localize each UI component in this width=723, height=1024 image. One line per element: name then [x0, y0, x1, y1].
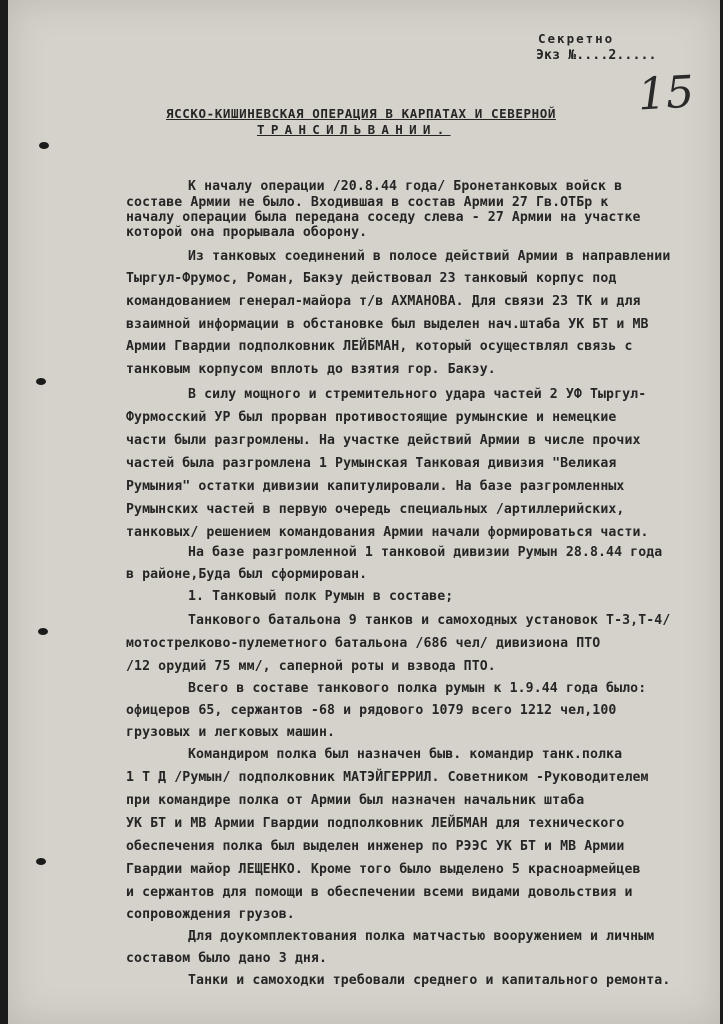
- body-line: началу операции была передана соседу слева - 27 Армии на участке: [126, 210, 641, 225]
- body-line: Танки и самоходки требовали среднего и капитального ремонта.: [188, 973, 671, 988]
- body-line: части были разгромлены. На участке действий Армии в числе прочих: [126, 433, 641, 448]
- punch-hole: [36, 858, 46, 865]
- body-line: Из танковых соединений в полосе действий Армии в направлении: [188, 249, 671, 264]
- body-line: Всего в составе танкового полка румын к 1.9.44 года было:: [188, 681, 647, 696]
- body-line: которой она прорывала оборону.: [126, 225, 368, 240]
- body-line: УК БТ и МВ Армии Гвардии подполковник ЛЕЙБМАН для технического: [126, 816, 625, 831]
- punch-hole: [36, 378, 46, 385]
- body-line: Армии Гвардии подполковник ЛЕЙБМАН, который осуществлял связь с: [126, 339, 633, 354]
- body-line: 1 Т Д /Румын/ подполковник МАТЭЙГЕРРИЛ. Советником -Руководителем: [126, 770, 649, 785]
- body-line: Гвардии майор ЛЕЩЕНКО. Кроме того было выделено 5 красноармейцев: [126, 862, 641, 877]
- body-line: Танкового батальона 9 танков и самоходных установок Т-3,Т-4/: [188, 613, 671, 628]
- body-line: грузовых и легковых машин.: [126, 725, 336, 740]
- body-line: танковым корпусом вплоть до взятия гор. Бакэу.: [126, 362, 496, 377]
- body-line: На базе разгромленной 1 танковой дивизии Румын 28.8.44 года: [188, 545, 663, 560]
- body-line: сопровождения грузов.: [126, 907, 295, 922]
- body-line: командованием генерал-майора т/в АХМАНОВА. Для связи 23 ТК и для: [126, 294, 641, 309]
- page-number-handwritten: 15: [636, 66, 696, 121]
- document-title-line1: ЯССКО-КИШИНЕВСКАЯ ОПЕРАЦИЯ В КАРПАТАХ И СЕВЕРНОЙ: [166, 106, 557, 121]
- body-line: Румынских частей в первую очередь специальных /артиллерийских,: [126, 502, 625, 517]
- body-line: в районе,Буда был сформирован.: [126, 567, 368, 582]
- body-line: и сержантов для помощи в обеспечении всеми видами довольствия и: [126, 885, 633, 900]
- body-line: частей была разгромлена 1 Румынская Танковая дивизия "Великая: [126, 456, 617, 471]
- body-line: танковых/ решением командования Армии начали формироваться части.: [126, 525, 649, 540]
- body-line: при командире полка от Армии был назначен начальник штаба: [126, 793, 585, 808]
- body-line: мотострелково-пулеметного батальона /686 чел/ дивизиона ПТО: [126, 636, 601, 651]
- body-line: составе Армии не было. Входившая в состав Армии 27 Гв.ОТБр к: [126, 195, 609, 210]
- body-line: 1. Танковый полк Румын в составе;: [188, 589, 454, 604]
- punch-hole: [38, 628, 48, 635]
- punch-hole: [39, 142, 49, 149]
- document-title-line2: ТРАНСИЛЬВАНИИ.: [257, 122, 451, 137]
- body-line: взаимной информации в обстановке был выделен нач.штаба УК БТ и МВ: [126, 317, 649, 332]
- body-line: К началу операции /20.8.44 года/ Бронетанковых войск в: [188, 179, 623, 194]
- body-line: Командиром полка был назначен быв. командир танк.полка: [188, 747, 623, 762]
- body-line: Тыргул-Фрумос, Роман, Бакэу действовал 23 танковый корпус под: [126, 271, 617, 286]
- copy-number: Экз №....2.....: [536, 48, 657, 63]
- body-line: офицеров 65, сержантов -68 и рядового 1079 всего 1212 чел,100: [126, 703, 617, 718]
- body-line: Фурмосский УР был прорван противостоящие румынские и немецкие: [126, 410, 617, 425]
- body-line: В силу мощного и стремительного удара частей 2 УФ Тыргул-: [188, 387, 647, 402]
- body-line: обеспечения полка был выделен инженер по РЭЭС УК БТ и МВ Армии: [126, 839, 625, 854]
- body-line: Для доукомплектования полка матчастью вооружением и личным: [188, 929, 655, 944]
- secret-stamp: Секретно: [538, 31, 615, 46]
- body-line: /12 орудий 75 мм/, саперной роты и взвода ПТО.: [126, 659, 496, 674]
- body-line: Румыния" остатки дивизии капитулировали. На базе разгромленных: [126, 479, 625, 494]
- body-line: составом было дано 3 дня.: [126, 951, 327, 966]
